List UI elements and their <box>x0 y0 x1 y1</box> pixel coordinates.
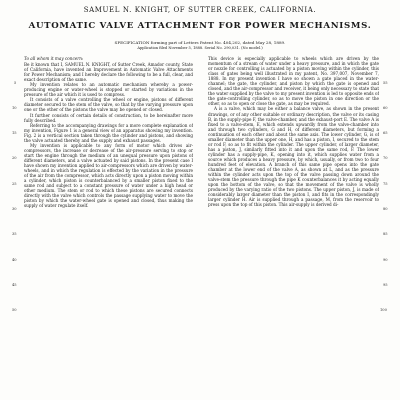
line-number: 30 <box>12 207 17 211</box>
line-number: 65 <box>383 131 388 135</box>
paragraph: It consists of a valve controlling the wheel or engine, pistons of different diameter secured to the stem of the valve, so that by the varying pressure upon one or the other of the pistons the valve may be opened or closed. <box>24 97 193 113</box>
line-number: 35 <box>12 232 17 236</box>
salutation: To all whom it may concern: <box>24 56 84 61</box>
paragraph: This device is especially applicable to wheels which are driven by the momentum of a stream of water under a heavy pressure, and in which the gate or nozzle for controlling is actuated by a piston moving within the cylinder, this class of gates being well illustrated in my patent, No. 397,007, November 7, 1888. In my present invention I have so shown a gate placed in the water-channel; the gate, the cylinder, and piston by which the gate is opened and closed, and the air-compressor and receiver, it being only necessary to state that the water supplied by the valve to my present invention is led to opposite ends of the gate-controlling cylinder, so as to move the piston in one direction or the other, so as to open or close the gate, as may be required. <box>208 56 379 107</box>
line-number: 90 <box>383 258 388 262</box>
line-number: 15 <box>12 131 17 135</box>
line-number: 40 <box>12 258 17 262</box>
line-number: 75 <box>383 182 388 186</box>
patent-title: AUTOMATIC VALVE ATTACHMENT FOR POWER MECHANISMS. <box>28 21 372 31</box>
paragraph: A is a valve, which may be either a balance valve, as shown in the present drawings, or of any other suitable or ordinary description, the valve or its casing B, in the supply-pipe F, the valve-chamber, and the exhaust-port E. The valve A is fixed to a valve-stem, E, which extends upwardly from the valve-chamber into and through two cylinders, G and H, of different diameters, but forming a continuation of each other and about the same axis. The lower cylinder, G, is of smaller diameter than the upper one, H, and has a piston, I, secured to the stem or rod F, so as to fit within the cylinder. The upper cylinder, of larger diameter, has a piston, J, similarly fitted into it and upon the same rod, F. The lower cylinder has a supply-pipe, K, opening into it, which supplies water from a source which produces a heavy pressure, by which, usually, or from two to four hundred feet of elevation. A branch of this same pipe opens into the gate chamber at the lower end of the valve A, as shown at L, and as the pressure within the cylinder acts upon the top of the valve passing down around the valve-stem the pressure through the pipe K counterbalances it by acting equally upon the bottom of the valve, so that the movement of the valve is wholly produced by the varying ratio of the two pistons. The upper piston, J, is made of considerably larger diameter than the piston I, and fits in the correspondingly larger cylinder H. Air is supplied through a passage, M, from the reservoir to press upon the top of this piston. This air-supply is derived di- <box>208 106 379 208</box>
specification-line: SPECIFICATION forming part of Letters Patent No. 404,202, dated May 28, 1889. <box>114 40 286 45</box>
left-column <box>24 56 193 394</box>
line-number: 25 <box>12 182 17 186</box>
paragraph: Be it known that I, SAMUEL N. KNIGHT, of Sutter Creek, Amador county, State of California, have invented an Improvement in Automatic Valve Attachments for Power Mechanism; and I hereby declare the following to be a full, clear, and exact description of the same. <box>24 62 193 83</box>
line-number: 100 <box>380 308 387 312</box>
paragraph: My invention is applicable to any form of motor which drives air-compressors, the increase or decrease of the air-pressure serving to stop or start the engine through the medium of an unequal pressure upon pistons of different diameters, and a valve actuated by said pistons. In the present case I have shown my invention applied to air-compressors which are driven by water-wheels, and in which the regulation is effected by the variation in the pressure of the air from the compressor, which acts directly upon a piston moving within a cylinder, which piston is counterbalanced by a smaller piston fixed to the same rod and subject to a constant pressure of water under a high head or other medium. The stem or rod to which these pistons are secured connects directly with the valve which controls the passage supplying water to move the piston by which the water-wheel gate is opened and closed, thus making the supply of water regulate itself. <box>24 142 193 209</box>
paragraph: My invention relates to an automatic mechanism whereby a power-producing engine or water-wheel is stopped or started by variations in the pressure of the air which it is used to compress. <box>24 82 193 98</box>
right-column <box>208 56 379 394</box>
line-number: 70 <box>383 156 388 160</box>
line-number: 85 <box>383 232 388 236</box>
line-number: 95 <box>383 283 388 287</box>
line-number: 50 <box>12 308 17 312</box>
line-number: 80 <box>383 207 388 211</box>
line-number: 10 <box>12 106 17 110</box>
line-number: 20 <box>12 156 17 160</box>
line-number: 45 <box>12 283 17 287</box>
paragraph: Referring to the accompanying drawings for a more complete explanation of my invention, Figure 1 is a general view of an apparatus showing my invention. Fig. 2 is a vertical section taken through the cylinder and pistons, and showing the valve actuated thereby and the supply and exhaust passages. <box>24 122 193 143</box>
line-number: 55 <box>383 81 388 85</box>
inventor-header: SAMUEL N. KNIGHT, OF SUTTER CREEK, CALIFORNIA. <box>83 6 317 14</box>
application-line: Application filed November 5, 1888. Serial No. 290,031. (No model.) <box>137 46 263 50</box>
line-number: 60 <box>383 106 388 110</box>
paragraph: It further consists of certain details of construction, to be hereinafter more fully described. <box>24 112 193 123</box>
line-number: 5 <box>14 81 17 85</box>
